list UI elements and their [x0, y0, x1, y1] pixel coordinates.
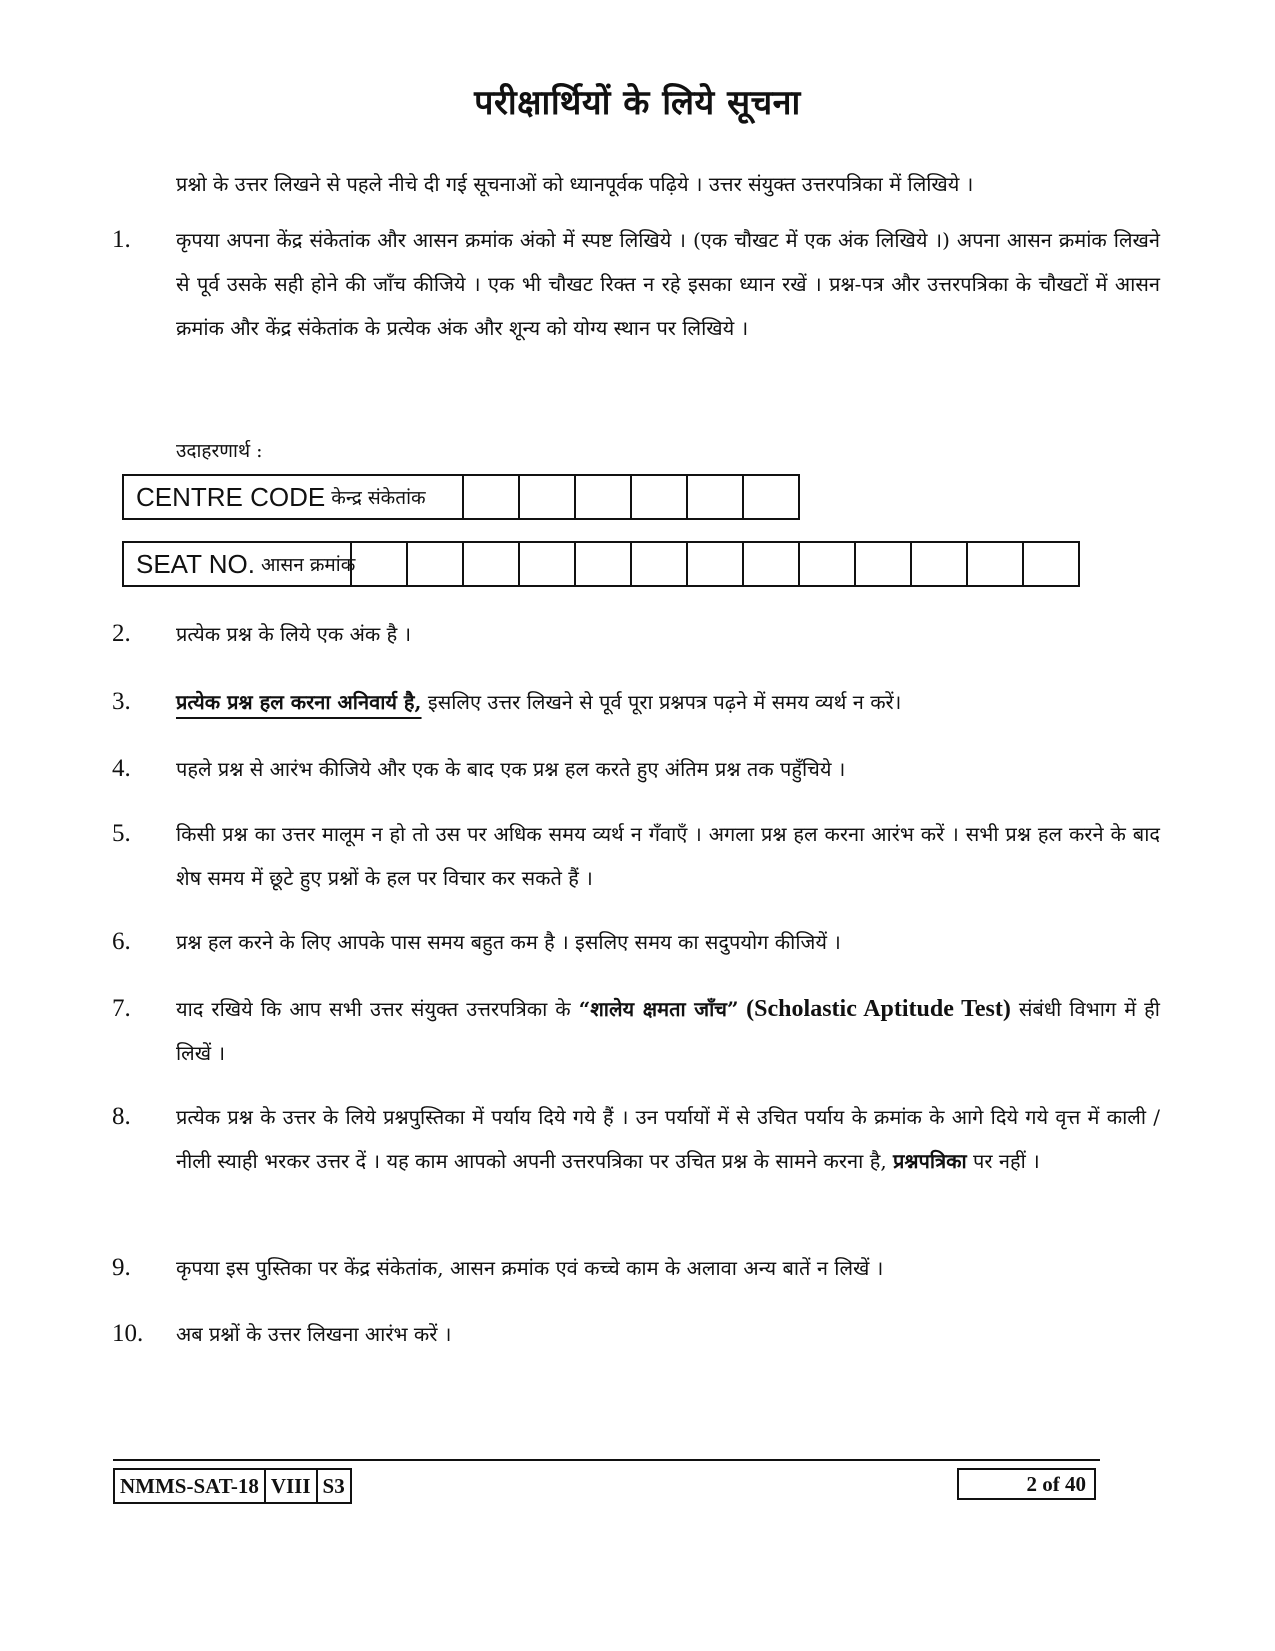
item-number: 2. — [112, 620, 131, 647]
centre-code-box[interactable] — [464, 476, 520, 518]
instruction-10 — [112, 1312, 1162, 1356]
item-text — [176, 1095, 1160, 1183]
page-title: परीक्षार्थियों के लिये सूचना — [474, 83, 801, 123]
item-text: अब प्रश्नों के उत्तर लिखना आरंभ करें । — [176, 1322, 452, 1346]
item-number: 7. — [112, 995, 131, 1022]
intro-text: प्रश्नो के उत्तर लिखने से पहले नीचे दी गई सूचनाओं को ध्यानपूर्वक पढ़िये । उत्तर संयुक्त उत्तरपत्रिका में लिखिये । — [176, 172, 974, 196]
example-label: उदाहरणार्थ : — [176, 440, 263, 462]
seat-no-box[interactable] — [408, 543, 464, 585]
item-number: 5. — [112, 820, 131, 847]
centre-code-box[interactable] — [576, 476, 632, 518]
seat-no-box[interactable] — [912, 543, 968, 585]
item-text: किसी प्रश्न का उत्तर मालूम न हो तो उस पर अधिक समय व्यर्थ न गँवाएँ । अगला प्रश्न हल करना आरंभ करें । सभी प्रश्न हल करने के बाद शेष समय में छूटे हुए प्रश्नों के हल पर विचार कर सकते हैं । — [176, 822, 1160, 890]
item-number: 1. — [112, 226, 131, 253]
item-number: 8. — [112, 1103, 131, 1130]
seat-no-label — [124, 543, 356, 585]
item-text — [176, 680, 1160, 724]
footer-paper-code: NMMS-SAT-18 — [115, 1470, 266, 1502]
instruction-7 — [112, 987, 1162, 1075]
item-8-bold: प्रश्नपत्रिका — [893, 1149, 967, 1173]
footer-class: VIII — [266, 1470, 318, 1502]
centre-code-boxes — [122, 474, 800, 520]
footer-divider — [113, 1459, 1100, 1461]
item-7-bold: “शालेय क्षमता जाँच” — [578, 997, 739, 1021]
centre-code-label — [124, 476, 464, 518]
instruction-4 — [112, 747, 1162, 791]
item-3-rest: इसलिए उत्तर लिखने से पूर्व पूरा प्रश्नपत्र पढ़ने में समय व्यर्थ न करें। — [421, 690, 902, 714]
seat-no-box[interactable] — [688, 543, 744, 585]
item-number: 3. — [112, 688, 131, 715]
instruction-2 — [112, 612, 1162, 656]
instruction-8 — [112, 1095, 1162, 1183]
seat-no-label-en: SEAT NO. — [136, 548, 255, 579]
item-3-bold: प्रत्येक प्रश्न हल करना अनिवार्य है, — [176, 690, 422, 714]
item-text: प्रश्न हल करने के लिए आपके पास समय बहुत कम है । इसलिए समय का सदुपयोग कीजियें । — [176, 930, 841, 954]
seat-no-box[interactable] — [576, 543, 632, 585]
instruction-9 — [112, 1246, 1162, 1290]
footer-set: S3 — [322, 1473, 345, 1498]
seat-no-box[interactable] — [968, 543, 1024, 585]
footer-code-box — [113, 1468, 352, 1504]
centre-code-box[interactable] — [744, 476, 798, 518]
item-number: 6. — [112, 928, 131, 955]
centre-code-label-en: CENTRE CODE — [136, 481, 326, 512]
centre-code-box[interactable] — [688, 476, 744, 518]
item-number: 10. — [112, 1320, 144, 1347]
seat-no-box[interactable] — [464, 543, 520, 585]
seat-no-box[interactable] — [352, 543, 408, 585]
item-text: कृपया इस पुस्तिका पर केंद्र संकेतांक, आसन क्रमांक एवं कच्चे काम के अलावा अन्य बातें न लिखें । — [176, 1256, 884, 1280]
item-text: कृपया अपना केंद्र संकेतांक और आसन क्रमांक अंको में स्पष्ट लिखिये । (एक चौखट में एक अंक लिखिये ।) अपना आसन क्रमांक लिखने से पूर्व उसके सही होने की जाँच कीजिये । एक भी चौखट रिक्त न रहे इसका ध्यान रखें । प्रश्न-पत्र और उत्तरपत्रिका के चौखटों में आसन क्रमांक और केंद्र संकेतांक के प्रत्येक अंक और शून्य को योग्य स्थान पर लिखिये । — [176, 228, 1160, 340]
page-number: 2 of 40 — [957, 1468, 1096, 1500]
item-text: पहले प्रश्न से आरंभ कीजिये और एक के बाद एक प्रश्न हल करते हुए अंतिम प्रश्न तक पहुँचिये । — [176, 757, 846, 781]
item-7-text-a: याद रखिये कि आप सभी उत्तर संयुक्त उत्तरपत्रिका के — [176, 997, 579, 1021]
item-number: 9. — [112, 1254, 131, 1281]
seat-no-box[interactable] — [856, 543, 912, 585]
item-text — [176, 987, 1160, 1075]
centre-code-label-hi: केन्द्र संकेतांक — [331, 487, 426, 509]
item-text: प्रत्येक प्रश्न के लिये एक अंक है । — [176, 622, 412, 646]
item-7-text-b: संबंधी विभाग में ही लिखें । — [176, 997, 1160, 1065]
seat-no-box[interactable] — [632, 543, 688, 585]
instruction-3 — [112, 680, 1162, 724]
item-8-text-b: पर नहीं । — [966, 1149, 1040, 1173]
item-7-bold-en: (Scholastic Aptitude Test) — [738, 996, 1011, 1022]
item-number: 4. — [112, 755, 131, 782]
seat-no-box[interactable] — [1024, 543, 1078, 585]
centre-code-box[interactable] — [520, 476, 576, 518]
item-8-text-a: प्रत्येक प्रश्न के उत्तर के लिये प्रश्नपुस्तिका में पर्याय दिये गये हैं । उन पर्यायों में से उचित पर्याय के क्रमांक के आगे दिये गये वृत्त में काली / नीली स्याही भरकर उत्तर दें । यह काम आपको अपनी उत्तरपत्रिका पर उचित प्रश्न के सामने करना है, — [176, 1105, 1160, 1173]
instruction-5 — [112, 812, 1162, 900]
instruction-1 — [112, 218, 1162, 350]
seat-no-label-hi: आसन क्रमांक — [260, 554, 356, 576]
seat-no-box[interactable] — [744, 543, 800, 585]
seat-no-boxes — [122, 541, 1080, 587]
centre-code-box[interactable] — [632, 476, 688, 518]
seat-no-box[interactable] — [800, 543, 856, 585]
instruction-6 — [112, 920, 1162, 964]
seat-no-box[interactable] — [520, 543, 576, 585]
